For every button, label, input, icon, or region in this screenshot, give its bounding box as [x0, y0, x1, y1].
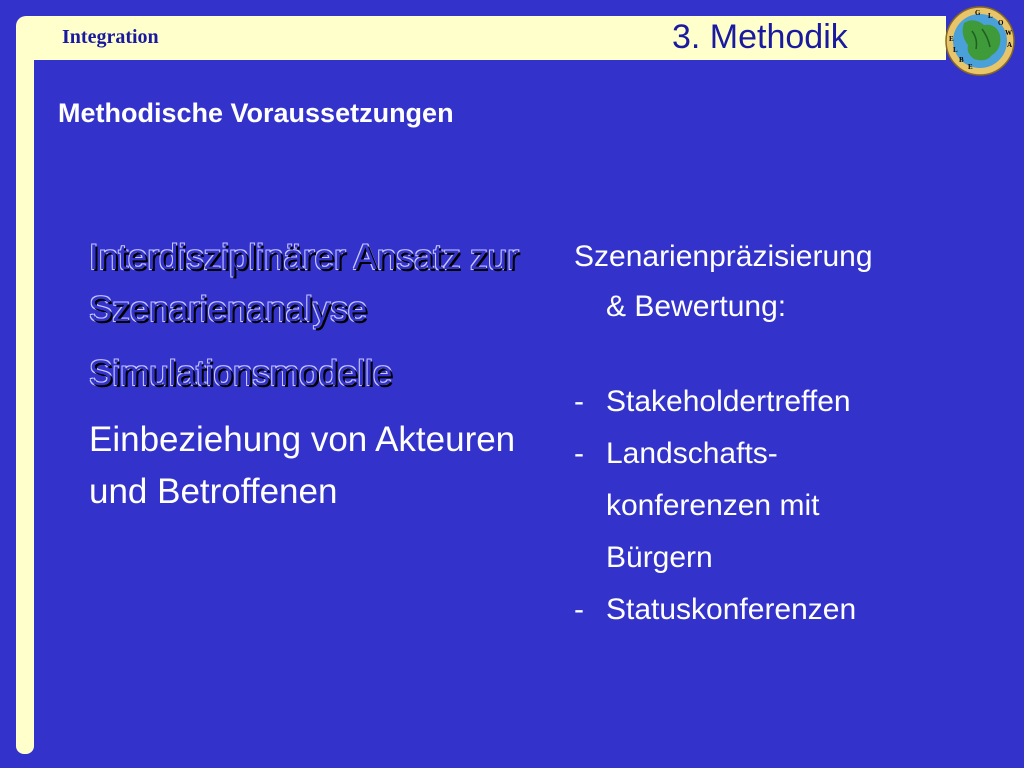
list-item: [574, 428, 1014, 584]
logo-letter: O: [998, 19, 1004, 27]
glowa-elbe-logo-icon: [944, 5, 1016, 77]
right-heading-line1: Szenarienpräzisierung: [574, 240, 873, 273]
logo-letter: L: [988, 12, 993, 20]
logo-letter: G: [975, 9, 981, 17]
logo-letter: L: [953, 46, 958, 54]
slide-title: 3. Methodik: [672, 18, 848, 56]
bullet-marker: -: [574, 593, 584, 626]
bullet-text: Stakeholdertreffen: [606, 385, 851, 418]
list-item: [574, 376, 1014, 428]
bullet-text: Statuskonferenzen: [606, 593, 857, 626]
logo-letter: E: [949, 35, 954, 43]
left-item-interdisciplinary: Interdisziplinärer Ansatz zur Szenarienanalyse: [89, 238, 519, 329]
list-item: [574, 584, 1014, 636]
slide-subtitle: Methodische Voraussetzungen: [58, 98, 454, 128]
left-item-simulation-models: Simulationsmodelle: [89, 354, 393, 393]
right-heading-line2: & Bewertung:: [606, 290, 787, 323]
bullet-marker: -: [574, 437, 584, 470]
section-label: Integration: [62, 26, 159, 48]
left-item-stakeholder-involvement: Einbeziehung von Akteuren und Betroffenen: [89, 420, 516, 511]
logo-letter: A: [1007, 41, 1013, 49]
logo-letter: B: [959, 56, 964, 64]
bullet-marker: -: [574, 385, 584, 418]
logo-letter: E: [968, 63, 973, 71]
left-column: [89, 232, 519, 530]
logo-letter: W: [1005, 29, 1012, 37]
bullet-text: Landschafts-konferenzen mit Bürgern: [606, 437, 820, 574]
right-column: [574, 232, 1014, 636]
bullet-list: [574, 376, 1014, 636]
left-vertical-bar: [16, 60, 34, 754]
right-heading: [574, 232, 1014, 332]
